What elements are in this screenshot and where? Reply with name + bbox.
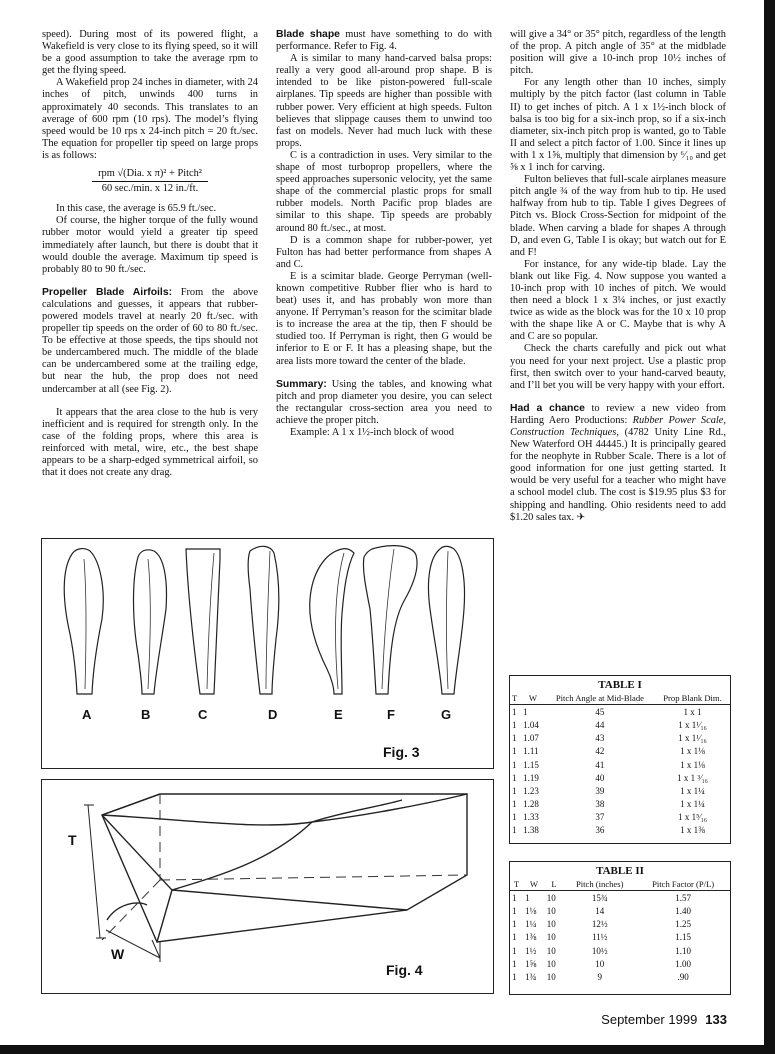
table-cell: 1.10	[675, 945, 691, 956]
table-title: TABLE II	[596, 865, 644, 877]
page-number: 133	[705, 1012, 727, 1027]
column-header: T	[510, 877, 523, 891]
blade-f-outline	[363, 546, 417, 694]
scan-edge-bottom	[0, 1045, 775, 1054]
section-heading: Had a chance	[510, 402, 585, 414]
thickness-label: T	[68, 832, 77, 848]
table-cell: 10	[546, 919, 556, 930]
table-cell: 15¾	[591, 892, 608, 903]
column-header: Pitch (inches)	[563, 877, 636, 891]
issue-date: September 1999	[601, 1012, 698, 1027]
table-cell: 43	[595, 733, 605, 744]
table-cell: 1	[512, 958, 517, 969]
figure-4-prop-blank	[41, 779, 494, 994]
table-cell: 1 x 1¹⁄₁₆	[678, 719, 707, 730]
table-cell: 40	[595, 772, 605, 783]
table-cell: 1	[512, 706, 517, 717]
table-1-body	[510, 705, 730, 837]
section-heading: Propeller Blade Airfoils:	[42, 286, 173, 298]
table-cell: 14	[595, 905, 605, 916]
tip-speed-equation	[42, 168, 258, 195]
table-cell: 10½	[591, 945, 608, 956]
column-header: Pitch Factor (P/L)	[636, 877, 730, 891]
section-heading: Blade shape	[276, 29, 340, 40]
paragraph: For any length other than 10 inches, simply multiply by the pitch factor (last column in Table II) to get inches of pitch. A 1 x 1½-inch block of balsa is too big for a six-inch prop, so if a six-inch diameter, six-inch pitch prop is wanted, go to Table II and select a pitch factor of 1.00. Since it lines up with 1 x 1⅝, multiply that dimension by ⁶⁄₁₀ and get ⅝ x 1 inch for carving.	[510, 77, 726, 174]
paragraph: D is a common shape for rubber-power, yet Fulton has had better performance from shapes A and C.	[276, 234, 492, 270]
column-header: T	[510, 691, 521, 705]
table-1-grid	[510, 691, 730, 837]
table-row	[510, 957, 730, 970]
table-cell: 10	[546, 905, 556, 916]
table-cell: 37	[595, 812, 605, 823]
blade-label: A	[82, 707, 92, 722]
equation-numerator: rpm √(Dia. x π)² + Pitch²	[92, 168, 208, 182]
table-cell: 1	[525, 892, 530, 903]
table-cell: 1 x 1⅛	[680, 746, 705, 757]
table-row	[510, 798, 730, 811]
paragraph: In this case, the average is 65.9 ft./sec.	[56, 203, 217, 215]
table-cell: 1.04	[523, 719, 539, 730]
table-cell: 1	[512, 905, 517, 916]
table-cell: 1	[512, 759, 517, 770]
table-cell: 1	[512, 772, 517, 783]
paragraph: Summary: Using the tables, and knowing what pitch and prop diameter you desire, you can select the rectangular cross-section area you need to achieve the proper pitch.	[276, 378, 492, 426]
table-cell: 1	[512, 825, 517, 836]
table-cell: 1¾	[525, 971, 537, 982]
table-cell: 10	[546, 892, 556, 903]
paragraph: speed). During most of its powered flight, a Wakefield is very close to its flying speed, so it will be a good assumption to take the average rpm to get the flying speed.	[42, 29, 258, 77]
blade-label: E	[334, 707, 343, 722]
paragraph: Of course, the higher torque of the fully wound rubber motor would yield a greater tip speed immediately after launch, but there is doubt that it would double the average. Maximum tip speed is probably 80 to 90 ft./sec.	[42, 215, 258, 275]
table-cell: 44	[595, 719, 605, 730]
table-cell: 1.38	[523, 825, 539, 836]
table-cell: 1.15	[675, 932, 691, 943]
blade-label: C	[198, 707, 208, 722]
blade-outlines	[42, 539, 493, 768]
paragraph: E is a scimitar blade. George Perryman (well-known competitive Rubber flier who is hard to beat) uses it, and has probably won more than anyone. If Perryman’s reason for the scimitar blade is to increase the area at the tip, then F should be studied too. If Perryman is right, then G would be inferior to E or F. It has a pleasing shape, but the area lists more toward the center of the blade.	[276, 270, 492, 367]
paragraph: A Wakefield prop 24 inches in diameter, with 24 inches of pitch, unwinds 400 turns in approximately 40 seconds. This translates to an average of 600 rpm (10 rps). The model’s flying speed would be 10 rps x 24-inch pitch = 20 ft./sec. The equation for propeller tip speed on large props is as follows:	[42, 77, 258, 161]
table-row	[510, 718, 730, 731]
equation-denominator: 60 sec./min. x 12 in./ft.	[101, 183, 199, 195]
table-cell: 1	[512, 971, 517, 982]
paragraph: will give a 34° or 35° pitch, regardless of the length of the prop. A pitch angle of 35° at the midblade position will give a 10-inch prop 10½ inches of pitch.	[510, 29, 726, 77]
paragraph: Propeller Blade Airfoils: From the above calculations and guesses, it appears that rubber-powered models travel at nearly 20 ft./sec. with propeller tip speeds on the order of 60 to 80 ft./sec. To be effective at those speeds, the tips should not be undercambered much. The middle of the blade can be undercambered some at the trailing edge, but near the hub, the prop does not need undercamber at all (see Fig. 2).	[42, 286, 258, 395]
paragraph: It appears that the area close to the hub is very inefficient and is required for strength only. In the case of the folding props, where this area is reinforced with metal, wire, etc., the best shape appears to be a sharp-edged symmetrical airfoil, so that it does not create any drag.	[42, 406, 258, 479]
table-row	[510, 944, 730, 957]
table-cell: 1	[512, 799, 517, 810]
column-header: L	[545, 877, 563, 891]
column-header: W	[521, 691, 545, 705]
paragraph: Fulton believes that full-scale airplanes measure pitch angle ¾ of the way from hub to tip. He used halfway from hub to tip. Table I gives Degrees of Pitch vs. Block Cross-Section for midpoint of the blade. When carving a blade for shapes A through D, and even G, Table I is okay; but watch out for E and F!	[510, 174, 726, 258]
paragraph: A is similar to many hand-carved balsa props: really a very good all-around prop shape. B is intended to be like piston-powered full-scale airplanes. Tip speeds are higher than possible with rubber power. Very efficient at high speeds. Fulton believes that slippage causes them to unwind too fast on models. Never had much luck with these props.	[276, 53, 492, 149]
table-cell: 38	[595, 799, 605, 810]
paragraph: Example: A 1 x 1½-inch block of wood	[290, 427, 454, 438]
table-2-grid	[510, 877, 730, 984]
table-row	[510, 784, 730, 797]
table-cell: 12½	[591, 919, 608, 930]
table-1	[509, 675, 731, 844]
table-cell: 1.40	[675, 905, 691, 916]
table-cell: 1.07	[523, 733, 539, 744]
table-cell: 36	[595, 825, 605, 836]
table-cell: 41	[595, 759, 605, 770]
blade-c-outline	[186, 549, 220, 694]
paragraph: Check the charts carefully and pick out what you need for your next project. Use a plastic prop first, then switch over to your hand-carved beauty, and I’ll bet you will be very happy with your effort.	[510, 343, 726, 391]
blade-a-outline	[64, 549, 103, 694]
table-row	[510, 931, 730, 944]
table-cell: 1⅜	[525, 932, 537, 943]
table-cell: 1	[512, 892, 517, 903]
table-cell: 1.11	[523, 746, 539, 757]
table-row	[510, 732, 730, 745]
table-cell: 45	[595, 706, 605, 717]
table-cell: 1 x 1¼	[680, 785, 705, 796]
table-cell: 9	[597, 971, 602, 982]
table-cell: 1	[512, 746, 517, 757]
table-cell: 1.33	[523, 812, 539, 823]
table-cell: 1	[512, 785, 517, 796]
table-cell: 1 x 1¹⁄₁₆	[678, 733, 707, 744]
table-2-body	[510, 891, 730, 984]
figure-4-label: Fig. 4	[386, 962, 423, 978]
prop-blank-drawing	[42, 780, 493, 993]
paragraph: For instance, for any wide-tip blade. Lay the blank out like Fig. 4. Now suppose you wanted a 10-inch prop with 10 inches of pitch. We would then need a block 1 x 3¼ inches, or just exactly twice as wide as the block was for the 10 x 10 prop with the shape like A or C. Maybe that is why A and C are so popular.	[510, 258, 726, 343]
table-cell: 1⅝	[525, 958, 537, 969]
table-cell: 10	[546, 958, 556, 969]
column-3	[510, 29, 726, 524]
paragraph: Had a chance to review a new video from Harding Aero Productions: Rubber Power Scale, Construction Techniques, (4782 Unity Line Rd., New Waterford OH 44445.) It is principally geared for the neophyte in Rubber Scale. There is a lot of good information for one just getting started. It would be very useful for a teacher who might have a school model club. The cost is $19.95 plus $3 for shipping and handling. Ohio residents need to add $1.20 sales tax. ✈	[510, 402, 726, 523]
table-row	[510, 904, 730, 917]
table-cell: 1	[512, 812, 517, 823]
airplane-icon: ✈	[576, 511, 586, 523]
table-row	[510, 771, 730, 784]
table-cell: .90	[677, 971, 689, 982]
blank-outer-outline	[102, 794, 467, 942]
table-cell: 39	[595, 785, 605, 796]
scan-edge-right	[764, 0, 775, 1054]
table-cell: 1½	[525, 945, 537, 956]
table-row	[510, 918, 730, 931]
table-row	[510, 758, 730, 771]
table-cell: 10	[546, 945, 556, 956]
paragraph: Blade shape must have something to do with performance. Refer to Fig. 4.	[276, 29, 492, 53]
table-cell: 1¼	[525, 919, 537, 930]
table-cell: 10	[546, 932, 556, 943]
blade-label: G	[441, 707, 452, 722]
section-heading: Summary:	[276, 378, 327, 390]
table-2	[509, 861, 731, 995]
column-header: Pitch Angle at Mid-Blade	[545, 691, 655, 705]
figure-3-blade-shapes	[41, 538, 494, 769]
table-row	[510, 824, 730, 837]
blade-label: B	[141, 707, 151, 722]
blade-d-outline	[248, 546, 279, 694]
column-1	[42, 29, 258, 479]
table-cell: 1	[523, 706, 528, 717]
table-cell: 1 x 1⁵⁄₁₆	[678, 812, 707, 823]
figure-3-label: Fig. 3	[383, 744, 420, 760]
table-cell: 1	[512, 919, 517, 930]
blade-label: D	[268, 707, 278, 722]
table-row	[510, 891, 730, 905]
table-cell: 11½	[591, 932, 608, 943]
column-header: Prop Blank Dim.	[655, 691, 730, 705]
table-cell: 1.23	[523, 785, 539, 796]
table-cell: 1.15	[523, 759, 539, 770]
paragraph: C is a contradiction in uses. Very similar to the shape of most turboprop propellers, where the speed approaches supersonic velocity, yet the same shape of the commercial plastic props for small rubber models. North Pacific prop blades are similar to this shape. Tip speeds are probably around 80 ft./sec., at most.	[276, 149, 492, 234]
table-cell: 10	[595, 958, 605, 969]
table-cell: 1.00	[675, 958, 691, 969]
blade-e-outline	[310, 549, 354, 694]
table-cell: 1.28	[523, 799, 539, 810]
table-row	[510, 970, 730, 983]
page-footer	[601, 1012, 727, 1027]
column-header: W	[523, 877, 545, 891]
table-cell: 1	[512, 719, 517, 730]
table-cell: 1	[512, 733, 517, 744]
table-row	[510, 811, 730, 824]
width-label: W	[111, 946, 125, 962]
blade-label: F	[387, 707, 395, 722]
table-cell: 10	[546, 971, 556, 982]
table-cell: 1	[512, 945, 517, 956]
table-cell: 1.57	[675, 892, 691, 903]
table-cell: 1 x 1⅛	[680, 759, 705, 770]
table-cell: 1 x 1¼	[680, 799, 705, 810]
column-2	[276, 29, 492, 439]
table-row	[510, 705, 730, 719]
table-cell: 1.19	[523, 772, 539, 783]
table-title: TABLE I	[598, 679, 642, 691]
table-cell: 42	[595, 746, 605, 757]
table-cell: 1⅛	[525, 905, 537, 916]
table-cell: 1 x 1 ³⁄₁₆	[677, 772, 708, 783]
table-row	[510, 745, 730, 758]
table-cell: 1	[512, 932, 517, 943]
table-cell: 1 x 1⅜	[680, 825, 705, 836]
table-cell: 1.25	[675, 919, 691, 930]
table-cell: 1 x 1	[683, 706, 702, 717]
